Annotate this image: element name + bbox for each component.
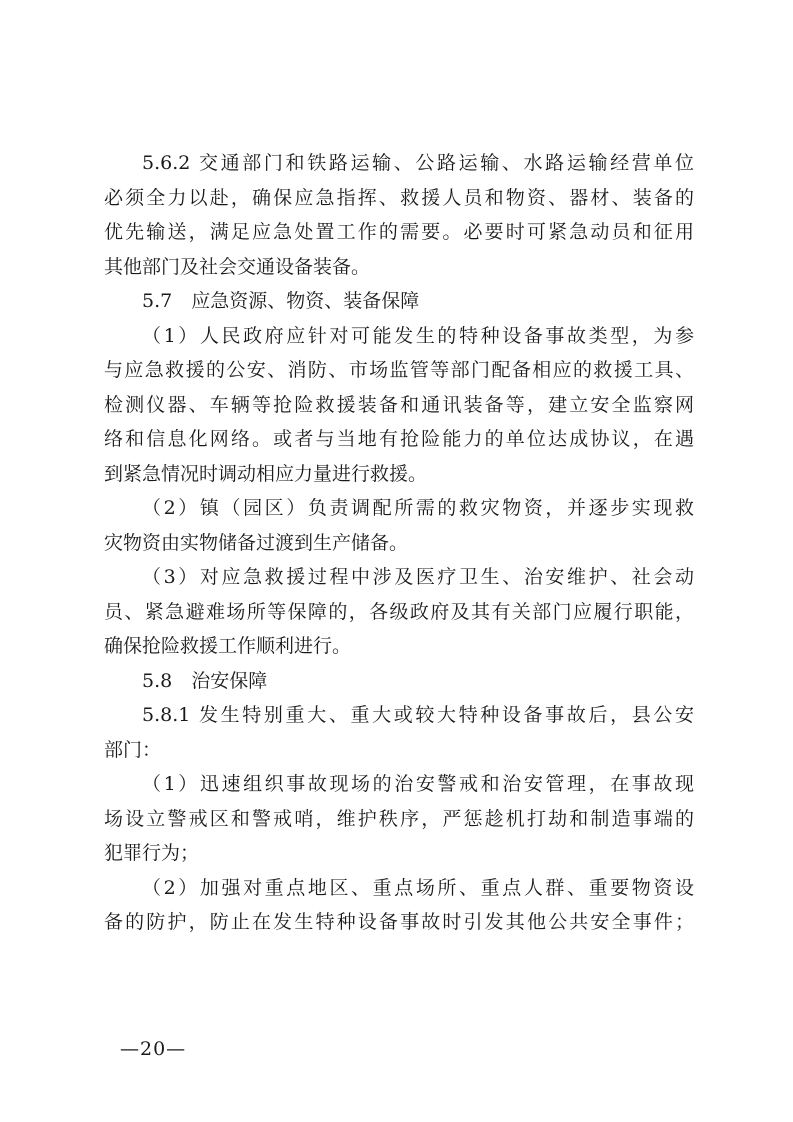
text-line: 络和信息化网络。或者与当地有抢险能力的单位达成协议，在遇 (104, 428, 694, 450)
document-body (104, 146, 694, 940)
text-line: 5.8.1 发生特别重大、重大或较大特种设备事故后，县公安 (142, 704, 694, 726)
text-line: 5.6.2 交通部门和铁路运输、公路运输、水路运输经营单位 (142, 152, 694, 174)
text-line: 犯罪行为； (104, 842, 200, 864)
text-line: 其他部门及社会交通设备装备。 (104, 255, 371, 278)
text-line: 场设立警戒区和警戒哨，维护秩序，严惩趁机打劫和制造事端的 (104, 807, 694, 830)
text-line: 与应急救援的公安、消防、市场监管等部门配备相应的救援工具、 (104, 359, 694, 381)
text-line: 部门： (104, 738, 162, 761)
text-line: 员、紧急避难场所等保障的，各级政府及其有关部门应履行职能， (104, 600, 694, 623)
text-line: 5.7 应急资源、物资、装备保障 (142, 290, 420, 312)
text-line: 备的防护，防止在发生特种设备事故时引发其他公共安全事件； (104, 911, 694, 933)
page-number: —20— (120, 1038, 187, 1060)
text-line: 到紧急情况时调动相应力量进行救援。 (104, 462, 428, 485)
text-line: 5.8 治安保障 (142, 669, 268, 692)
text-line: （2）加强对重点地区、重点场所、重点人群、重要物资设 (142, 876, 694, 899)
text-line: 检测仪器、车辆等抢险救援装备和通讯装备等，建立安全监察网 (104, 393, 694, 416)
text-line: （2）镇（园区）负责调配所需的救灾物资，并逐步实现救 (142, 497, 694, 519)
text-line: 灾物资由实物储备过渡到生产储备。 (104, 531, 409, 554)
text-line: 优先输送，满足应急处置工作的需要。必要时可紧急动员和征用 (104, 221, 694, 243)
text-line: （3）对应急救援过程中涉及医疗卫生、治安维护、社会动 (142, 566, 694, 588)
text-line: （1）迅速组织事故现场的治安警戒和治安管理，在事故现 (142, 773, 694, 795)
text-line: （1）人民政府应针对可能发生的特种设备事故类型，为参 (142, 324, 694, 347)
text-line: 确保抢险救援工作顺利进行。 (104, 635, 352, 657)
text-line: 必须全力以赴，确保应急指挥、救援人员和物资、器材、装备的 (104, 186, 694, 209)
